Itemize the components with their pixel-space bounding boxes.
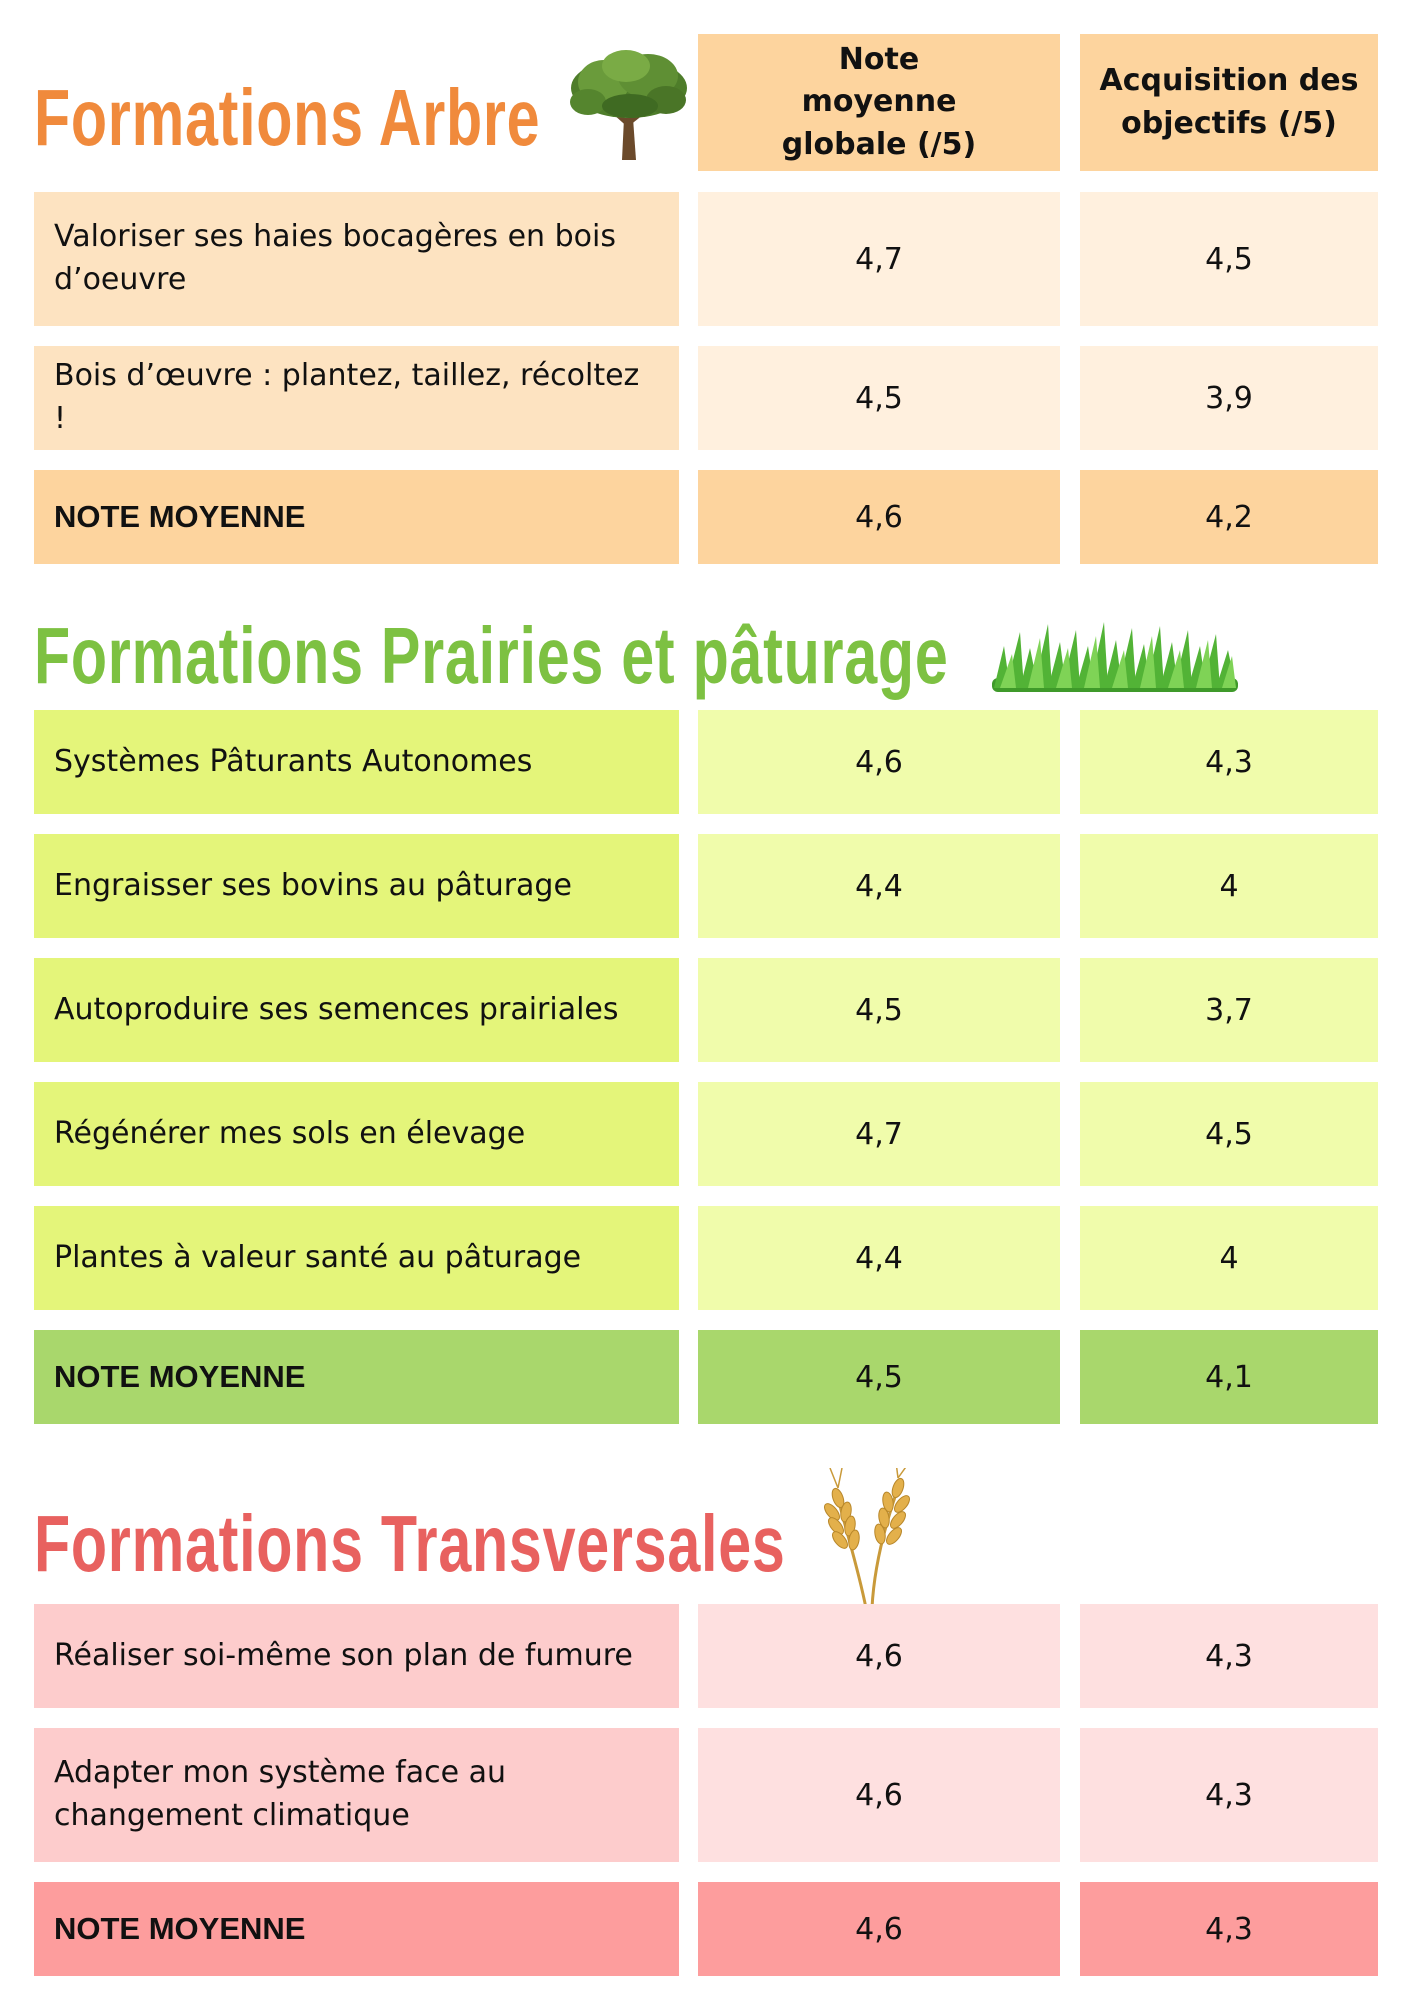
table-cell-note: 4,7 [698, 1082, 1060, 1186]
table-cell-acquisition: 4 [1080, 1206, 1378, 1310]
table-cell-acquisition: 3,9 [1080, 346, 1378, 450]
table-row-label: Systèmes Pâturants Autonomes [34, 710, 679, 814]
average-acquisition: 4,1 [1080, 1330, 1378, 1424]
grass-icon [990, 618, 1242, 694]
table-cell-acquisition: 4,3 [1080, 1728, 1378, 1862]
table-cell-note: 4,6 [698, 1728, 1060, 1862]
table-cell-acquisition: 3,7 [1080, 958, 1378, 1062]
table-cell-acquisition: 4,5 [1080, 1082, 1378, 1186]
table-cell-note: 4,6 [698, 710, 1060, 814]
tree-icon [566, 48, 692, 166]
table-row-label: Valoriser ses haies bocagères en bois d’oeuvre [34, 192, 679, 326]
header-note-moyenne: Note moyenne globale (/5) [698, 34, 1060, 171]
table-row-label: Réaliser soi-même son plan de fumure [34, 1604, 679, 1708]
table-cell-note: 4,6 [698, 1604, 1060, 1708]
average-acquisition: 4,2 [1080, 470, 1378, 564]
average-label: NOTE MOYENNE [34, 1882, 679, 1976]
table-row-label: Régénérer mes sols en élevage [34, 1082, 679, 1186]
average-note: 4,5 [698, 1330, 1060, 1424]
average-label: NOTE MOYENNE [34, 470, 679, 564]
table-cell-acquisition: 4 [1080, 834, 1378, 938]
table-cell-note: 4,4 [698, 834, 1060, 938]
average-note: 4,6 [698, 470, 1060, 564]
average-label: NOTE MOYENNE [34, 1330, 679, 1424]
average-note: 4,6 [698, 1882, 1060, 1976]
table-cell-note: 4,5 [698, 346, 1060, 450]
table-cell-acquisition: 4,3 [1080, 1604, 1378, 1708]
table-cell-acquisition: 4,5 [1080, 192, 1378, 326]
wheat-icon [808, 1468, 918, 1610]
section-title-prairies: Formations Prairies et pâturage [34, 611, 949, 700]
table-cell-note: 4,4 [698, 1206, 1060, 1310]
section-title-transversales: Formations Transversales [34, 1499, 786, 1588]
table-cell-note: 4,5 [698, 958, 1060, 1062]
table-row-label: Bois d’œuvre : plantez, taillez, récoltez ! [34, 346, 679, 450]
table-row-label: Autoproduire ses semences prairiales [34, 958, 679, 1062]
section-title-arbre: Formations Arbre [34, 73, 541, 162]
table-cell-note: 4,7 [698, 192, 1060, 326]
table-row-label: Engraisser ses bovins au pâturage [34, 834, 679, 938]
table-cell-acquisition: 4,3 [1080, 710, 1378, 814]
average-acquisition: 4,3 [1080, 1882, 1378, 1976]
header-acquisition: Acquisition des objectifs (/5) [1080, 34, 1378, 171]
table-row-label: Adapter mon système face au changement climatique [34, 1728, 679, 1862]
table-row-label: Plantes à valeur santé au pâturage [34, 1206, 679, 1310]
